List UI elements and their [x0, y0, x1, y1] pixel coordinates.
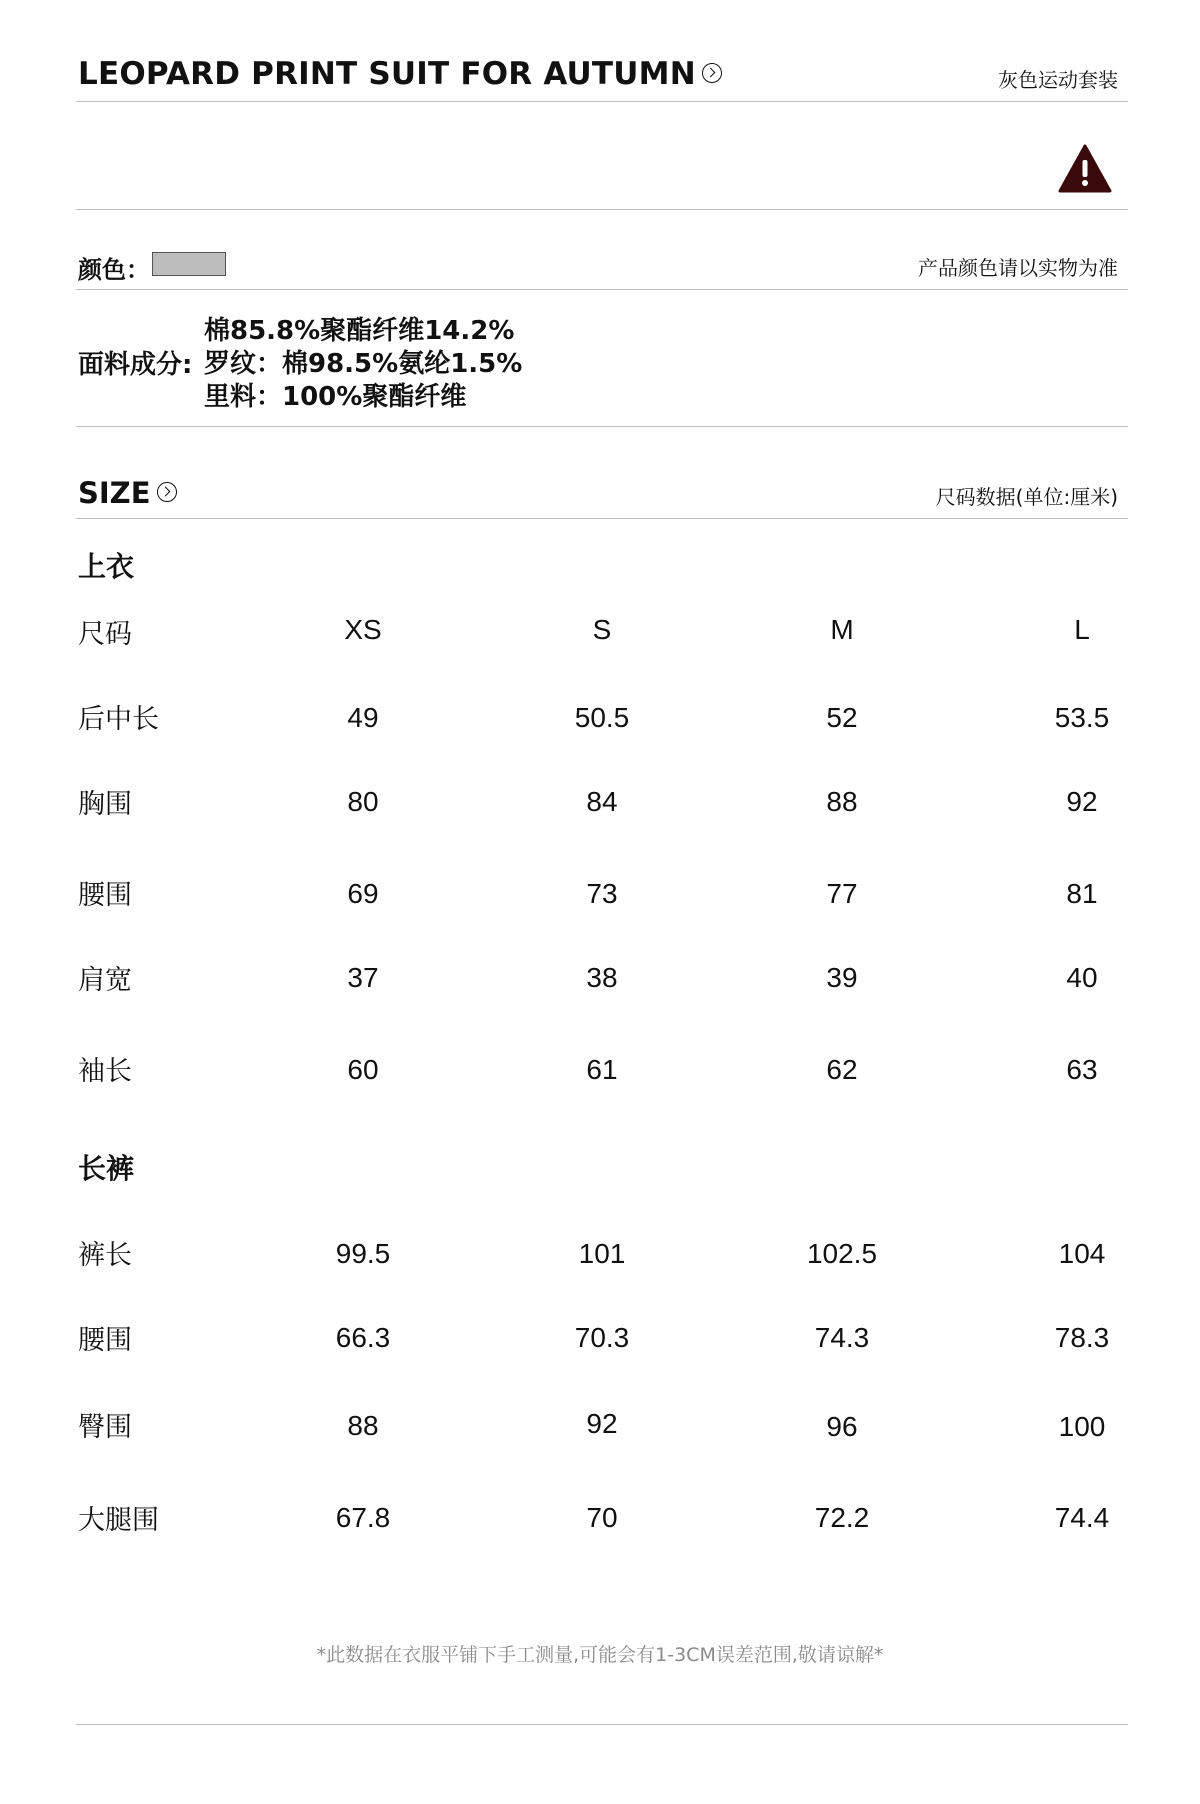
table-cell: 84 [586, 786, 618, 817]
row-label: 臀围 [78, 1412, 132, 1443]
divider [76, 101, 1128, 102]
table-cell: 62 [826, 1054, 858, 1085]
table-cell: 92 [586, 1408, 618, 1439]
table-cell: 70 [586, 1502, 618, 1533]
color-label: 颜色： [78, 256, 150, 284]
color-swatch [152, 252, 226, 276]
row-label: 胸围 [78, 789, 132, 820]
table-cell: 37 [347, 962, 379, 993]
color-note: 产品颜色请以实物为准 [918, 256, 1118, 280]
size-header-s: S [592, 614, 612, 645]
table-cell: 49 [347, 702, 379, 733]
size-title [78, 476, 177, 510]
table-cell: 74.3 [814, 1322, 870, 1353]
row-label: 腰围 [78, 1325, 132, 1356]
table-cell: 53.5 [1054, 702, 1110, 733]
measurement-disclaimer: *此数据在衣服平铺下手工测量,可能会有1-3CM误差范围,敬请谅解* [316, 1644, 884, 1666]
table-cell: 101 [578, 1238, 626, 1269]
circle-arrow-icon[interactable] [702, 63, 722, 83]
row-label: 后中长 [78, 704, 159, 735]
row-label: 袖长 [78, 1056, 132, 1087]
divider [76, 1724, 1128, 1725]
table-cell: 96 [826, 1411, 858, 1442]
table-cell: 77 [826, 878, 858, 909]
page-title [78, 56, 722, 92]
section-title-pants: 长裤 [78, 1152, 135, 1185]
fabric-line: 里料：100%聚酯纤维 [204, 382, 467, 412]
table-cell: 88 [347, 1410, 379, 1441]
table-cell: 39 [826, 962, 858, 993]
table-cell: 78.3 [1054, 1322, 1110, 1353]
table-cell: 66.3 [335, 1322, 391, 1353]
row-label: 大腿围 [78, 1505, 159, 1536]
fabric-line: 棉85.8%聚酯纤维14.2% [204, 316, 515, 346]
size-header-l: L [1074, 614, 1090, 645]
table-cell: 70.3 [574, 1322, 630, 1353]
row-label: 肩宽 [78, 965, 132, 996]
table-cell: 38 [586, 962, 618, 993]
table-cell: 60 [347, 1054, 379, 1085]
divider [76, 426, 1128, 427]
size-title-text: SIZE [78, 476, 151, 510]
table-cell: 92 [1066, 786, 1098, 817]
table-cell: 74.4 [1054, 1502, 1110, 1533]
page-title-text: LEOPARD PRINT SUIT FOR AUTUMN [78, 56, 696, 92]
table-cell: 73 [586, 878, 618, 909]
size-header-label: 尺码 [78, 619, 132, 650]
table-cell: 72.2 [814, 1502, 870, 1533]
divider [76, 518, 1128, 519]
table-cell: 52 [826, 702, 858, 733]
table-cell: 99.5 [335, 1238, 391, 1269]
row-label: 腰围 [78, 880, 132, 911]
size-header-xs: XS [344, 614, 382, 645]
table-cell: 63 [1066, 1054, 1098, 1085]
table-cell: 102.5 [806, 1238, 878, 1269]
table-cell: 69 [347, 878, 379, 909]
table-cell: 81 [1066, 878, 1098, 909]
divider [76, 289, 1128, 290]
warning-icon [1058, 144, 1112, 194]
size-header-m: M [830, 614, 854, 645]
size-unit-note: 尺码数据(单位:厘米) [935, 485, 1118, 509]
section-title-top: 上衣 [78, 550, 135, 583]
table-cell: 88 [826, 786, 858, 817]
table-cell: 50.5 [574, 702, 630, 733]
table-cell: 104 [1058, 1238, 1106, 1269]
table-cell: 80 [347, 786, 379, 817]
fabric-line: 罗纹：棉98.5%氨纶1.5% [204, 349, 523, 379]
circle-arrow-icon[interactable] [157, 482, 177, 502]
table-cell: 40 [1066, 962, 1098, 993]
table-cell: 67.8 [335, 1502, 391, 1533]
row-label: 裤长 [78, 1240, 132, 1271]
table-cell: 61 [586, 1054, 618, 1085]
divider [76, 209, 1128, 210]
table-cell: 100 [1058, 1411, 1106, 1442]
product-subtitle: 灰色运动套装 [998, 68, 1118, 92]
fabric-label: 面料成分: [78, 350, 193, 380]
